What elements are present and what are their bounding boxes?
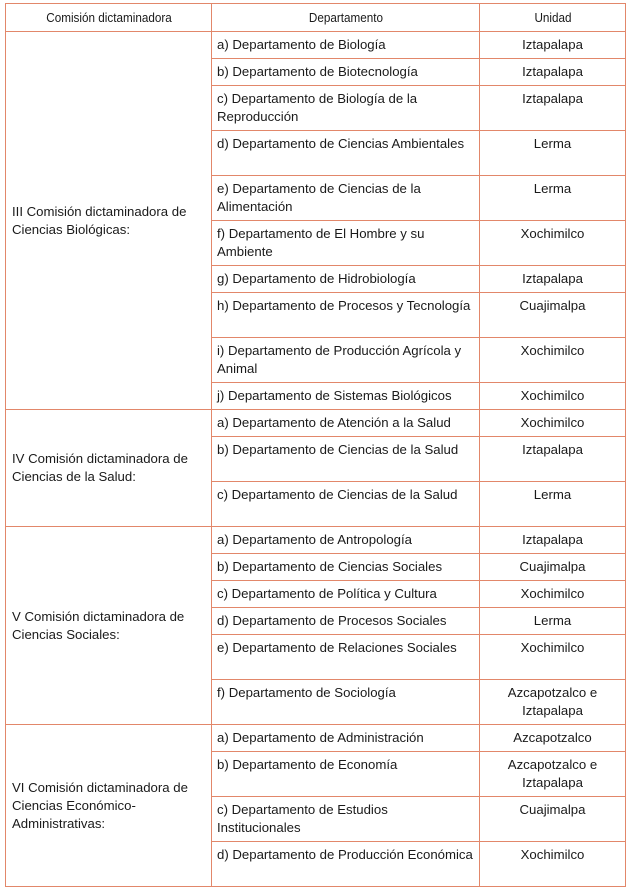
unidad-cell: Iztapalapa [480, 59, 626, 86]
unidad-cell: Lerma [480, 131, 626, 176]
departamento-cell: b) Departamento de Ciencias de la Salud [212, 437, 480, 482]
departamento-cell: a) Departamento de Antropología [212, 527, 480, 554]
unidad-cell: Cuajimalpa [480, 797, 626, 842]
unidad-cell: Lerma [480, 482, 626, 527]
header-unidad: Unidad [487, 4, 618, 32]
unidad-cell: Xochimilco [480, 338, 626, 383]
unidad-cell: Lerma [480, 176, 626, 221]
departamento-cell: c) Departamento de Biología de la Reproducción [212, 86, 480, 131]
comision-cell: IV Comisión dictaminadora de Ciencias de la Salud: [6, 410, 212, 527]
comisiones-table [5, 3, 626, 887]
header-row [6, 4, 626, 32]
unidad-cell: Xochimilco [480, 410, 626, 437]
unidad-cell: Xochimilco [480, 383, 626, 410]
unidad-cell: Iztapalapa [480, 86, 626, 131]
departamento-cell: b) Departamento de Biotecnología [212, 59, 480, 86]
unidad-cell: Xochimilco [480, 842, 626, 887]
comision-cell: V Comisión dictaminadora de Ciencias Sociales: [6, 527, 212, 725]
unidad-cell: Iztapalapa [480, 437, 626, 482]
departamento-cell: b) Departamento de Ciencias Sociales [212, 554, 480, 581]
departamento-cell: c) Departamento de Estudios Institucionales [212, 797, 480, 842]
comision-cell: III Comisión dictaminadora de Ciencias Biológicas: [6, 32, 212, 410]
departamento-cell: i) Departamento de Producción Agrícola y Animal [212, 338, 480, 383]
unidad-cell: Xochimilco [480, 635, 626, 680]
unidad-cell: Cuajimalpa [480, 554, 626, 581]
unidad-cell: Cuajimalpa [480, 293, 626, 338]
departamento-cell: d) Departamento de Procesos Sociales [212, 608, 480, 635]
unidad-cell: Azcapotzalco [480, 725, 626, 752]
unidad-cell: Azcapotzalco e Iztapalapa [480, 680, 626, 725]
departamento-cell: c) Departamento de Política y Cultura [212, 581, 480, 608]
header-departamento: Departamento [225, 4, 466, 32]
table-row [6, 410, 626, 437]
table-row [6, 32, 626, 59]
departamento-cell: f) Departamento de Sociología [212, 680, 480, 725]
departamento-cell: e) Departamento de Relaciones Sociales [212, 635, 480, 680]
departamento-cell: b) Departamento de Economía [212, 752, 480, 797]
header-comision: Comisión dictaminadora [16, 4, 201, 32]
departamento-cell: d) Departamento de Ciencias Ambientales [212, 131, 480, 176]
departamento-cell: h) Departamento de Procesos y Tecnología [212, 293, 480, 338]
table-row [6, 527, 626, 554]
comision-cell: VI Comisión dictaminadora de Ciencias Económico-Administrativas: [6, 725, 212, 887]
unidad-cell: Iztapalapa [480, 32, 626, 59]
unidad-cell: Xochimilco [480, 581, 626, 608]
departamento-cell: f) Departamento de El Hombre y su Ambiente [212, 221, 480, 266]
table-row [6, 725, 626, 752]
departamento-cell: c) Departamento de Ciencias de la Salud [212, 482, 480, 527]
departamento-cell: a) Departamento de Administración [212, 725, 480, 752]
departamento-cell: a) Departamento de Biología [212, 32, 480, 59]
departamento-cell: g) Departamento de Hidrobiología [212, 266, 480, 293]
unidad-cell: Iztapalapa [480, 266, 626, 293]
unidad-cell: Iztapalapa [480, 527, 626, 554]
unidad-cell: Lerma [480, 608, 626, 635]
departamento-cell: d) Departamento de Producción Económica [212, 842, 480, 887]
unidad-cell: Azcapotzalco e Iztapalapa [480, 752, 626, 797]
departamento-cell: e) Departamento de Ciencias de la Alimentación [212, 176, 480, 221]
unidad-cell: Xochimilco [480, 221, 626, 266]
departamento-cell: a) Departamento de Atención a la Salud [212, 410, 480, 437]
departamento-cell: j) Departamento de Sistemas Biológicos [212, 383, 480, 410]
